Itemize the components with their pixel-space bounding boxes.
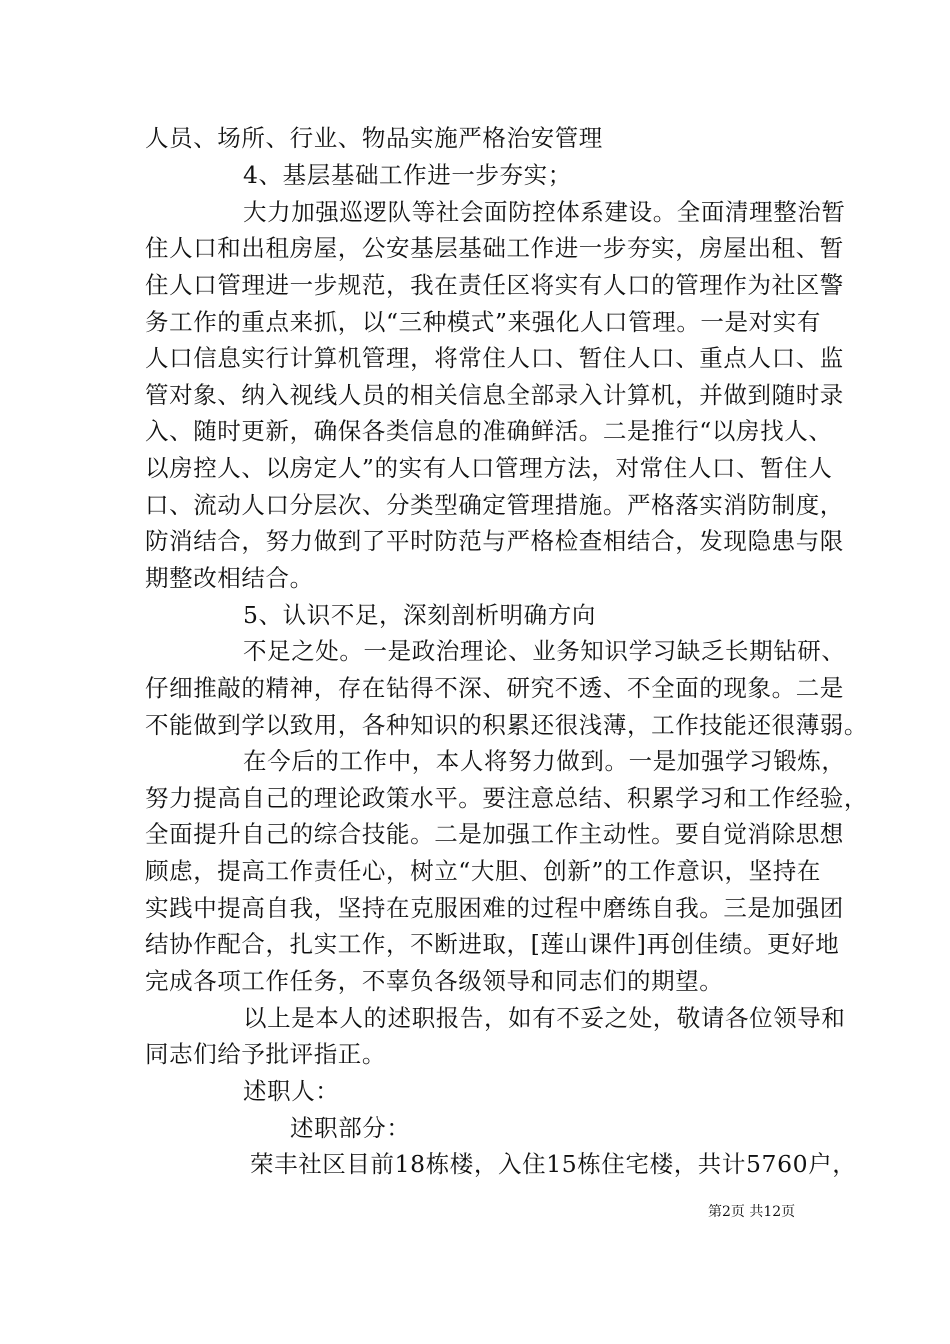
text-line: 荣丰社区目前18栋楼，入住15栋住宅楼，共计5760户， [250,1150,857,1178]
text-line: 口、流动人口分层次、分类型确定管理措施。严格落实消防制度， [145,491,844,519]
text-line: 全面提升自己的综合技能。二是加强工作主动性。要自觉消除思想 [145,820,844,848]
page-footer: 第2页 共12页 [708,1204,796,1220]
text-line: 期整改相结合。 [145,564,314,592]
text-line: 以上是本人的述职报告，如有不妥之处，敬请各位领导和 [243,1004,846,1032]
text-line: 入、随时更新，确保各类信息的准确鲜活。二是推行“以房找人、 [145,417,833,445]
section-heading: 4、基层基础工作进一步夯实； [243,161,572,189]
signature-label: 述职人： [243,1077,340,1105]
text-line: 管对象、纳入视线人员的相关信息全部录入计算机，并做到随时录 [145,381,844,409]
text-line: 实践中提高自我，坚持在克服困难的过程中磨练自我。三是加强团 [145,894,844,922]
text-line: 人口信息实行计算机管理，将常住人口、暂住人口、重点人口、监 [145,344,844,372]
text-line: 不能做到学以致用，各种知识的积累还很浅薄，工作技能还很薄弱。 [145,711,868,739]
text-line: 不足之处。一是政治理论、业务知识学习缺乏长期钻研、 [243,637,846,665]
text-line: 顾虑，提高工作责任心，树立“大胆、创新”的工作意识，坚持在 [145,857,821,885]
text-line: 同志们给予批评指正。 [145,1040,386,1068]
text-line: 务工作的重点来抓，以“三种模式”来强化人口管理。一是对实有 [145,308,821,336]
text-line: 住人口管理进一步规范，我在责任区将实有人口的管理作为社区警 [145,271,844,299]
text-line: 防消结合，努力做到了平时防范与严格检查相结合，发现隐患与限 [145,527,844,555]
section-label: 述职部分： [290,1114,411,1142]
text-line: 人员、场所、行业、物品实施严格治安管理 [145,124,603,152]
text-line: 大力加强巡逻队等社会面防控体系建设。全面清理整治暂 [243,198,846,226]
section-heading: 5、认识不足，深刻剖析明确方向 [243,601,596,629]
text-line: 完成各项工作任务，不辜负各级领导和同志们的期望。 [145,967,724,995]
text-line: 仔细推敲的精神，存在钻得不深、研究不透、不全面的现象。二是 [145,674,844,702]
text-line: 结协作配合，扎实工作，不断进取，[莲山课件]再创佳绩。更好地 [145,930,840,958]
text-line: 在今后的工作中，本人将努力做到。一是加强学习锻炼， [243,747,846,775]
text-line: 住人口和出租房屋，公安基层基础工作进一步夯实，房屋出租、暂 [145,234,844,262]
text-line: 以房控人、以房定人”的实有人口管理方法，对常住人口、暂住人 [145,454,833,482]
text-line: 努力提高自己的理论政策水平。要注意总结、积累学习和工作经验， [145,784,868,812]
